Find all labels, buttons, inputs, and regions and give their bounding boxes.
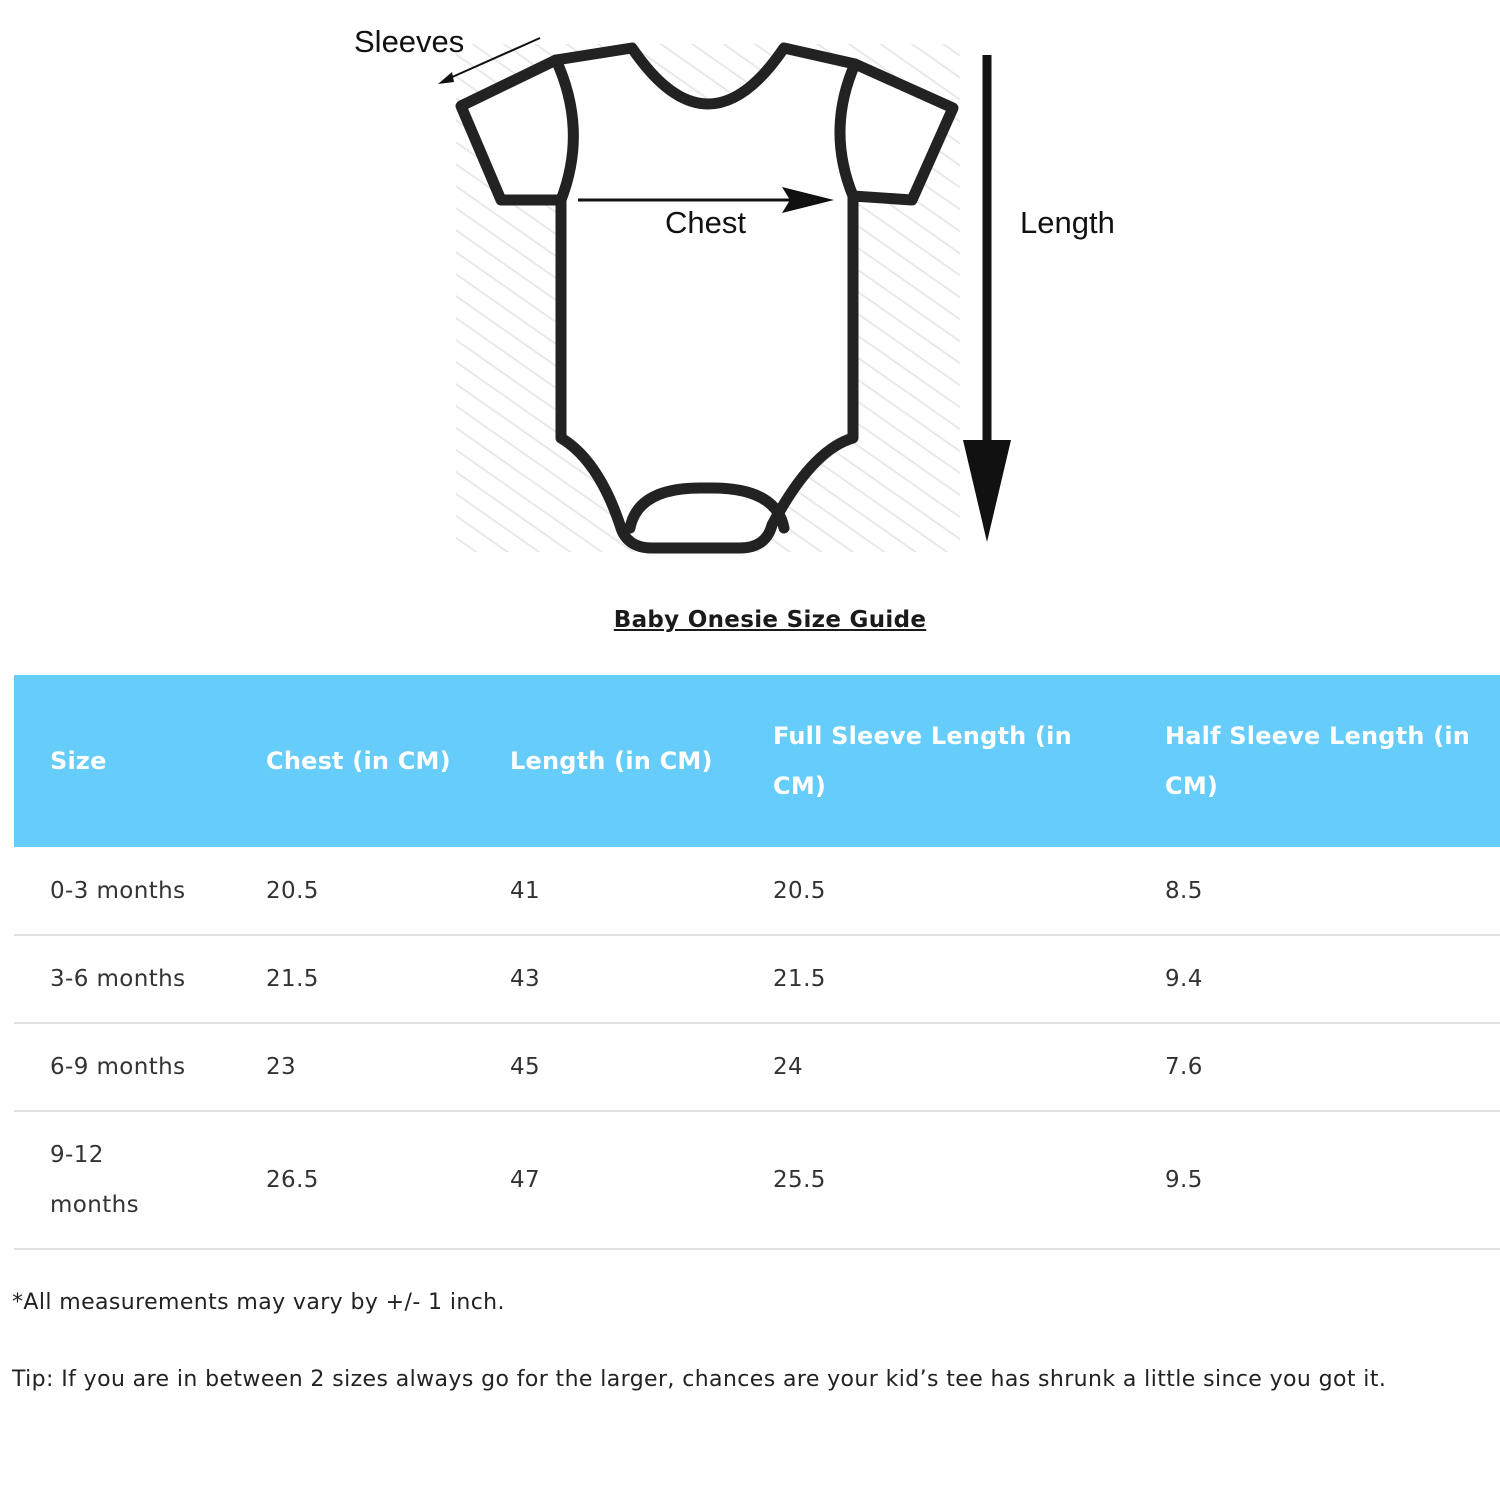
size-table bbox=[14, 675, 1500, 1250]
chest-label: Chest bbox=[665, 205, 746, 240]
sizing-tip: Tip: If you are in between 2 sizes always go for the larger, chances are your kid’s tee has shrunk a little since you got it. bbox=[12, 1367, 1387, 1392]
onesie-illustration bbox=[0, 0, 1500, 600]
table-row bbox=[14, 847, 1500, 935]
chest-cell: 23 bbox=[230, 1023, 474, 1111]
header-full-sleeve: Full Sleeve Length (in CM) bbox=[773, 722, 1072, 800]
full-sleeve-cell: 20.5 bbox=[737, 847, 1129, 935]
length-cell: 41 bbox=[474, 847, 737, 935]
table-row bbox=[14, 1111, 1500, 1249]
chest-cell: 26.5 bbox=[230, 1111, 474, 1249]
half-sleeve-cell: 7.6 bbox=[1129, 1023, 1500, 1111]
full-sleeve-cell: 21.5 bbox=[737, 935, 1129, 1023]
half-sleeve-cell: 9.5 bbox=[1129, 1111, 1500, 1249]
full-sleeve-cell: 24 bbox=[737, 1023, 1129, 1111]
size-cell: 9-12 months bbox=[14, 1111, 230, 1249]
table-row bbox=[14, 1023, 1500, 1111]
chest-cell: 20.5 bbox=[230, 847, 474, 935]
onesie-diagram bbox=[0, 0, 1500, 600]
length-label: Length bbox=[1020, 205, 1115, 240]
header-length: Length (in CM) bbox=[510, 747, 713, 775]
size-cell: 6-9 months bbox=[14, 1023, 230, 1111]
chest-cell: 21.5 bbox=[230, 935, 474, 1023]
header-half-sleeve: Half Sleeve Length (in CM) bbox=[1165, 722, 1471, 800]
full-sleeve-cell: 25.5 bbox=[737, 1111, 1129, 1249]
header-chest: Chest (in CM) bbox=[266, 747, 451, 775]
length-cell: 45 bbox=[474, 1023, 737, 1111]
half-sleeve-cell: 9.4 bbox=[1129, 935, 1500, 1023]
table-header-row bbox=[14, 675, 1500, 847]
length-cell: 47 bbox=[474, 1111, 737, 1249]
measurement-note: *All measurements may vary by +/- 1 inch. bbox=[12, 1290, 505, 1315]
table-row bbox=[14, 935, 1500, 1023]
size-guide-title: Baby Onesie Size Guide bbox=[613, 607, 927, 633]
size-cell: 3-6 months bbox=[14, 935, 230, 1023]
sleeves-label: Sleeves bbox=[354, 24, 465, 59]
header-size: Size bbox=[50, 747, 107, 775]
length-cell: 43 bbox=[474, 935, 737, 1023]
size-cell: 0-3 months bbox=[14, 847, 230, 935]
length-arrow bbox=[963, 55, 1011, 542]
half-sleeve-cell: 8.5 bbox=[1129, 847, 1500, 935]
